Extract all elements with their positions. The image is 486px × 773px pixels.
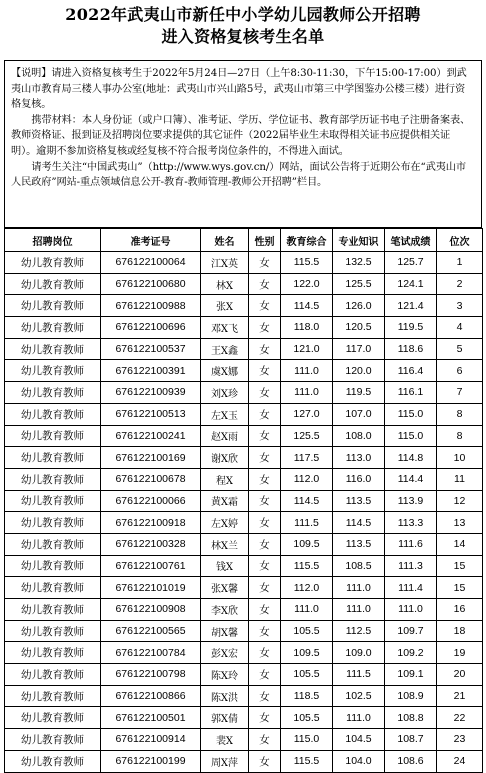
- cell-ticket-number: 676122100680: [101, 273, 201, 295]
- cell-ticket-number: 676122100169: [101, 447, 201, 469]
- cell-rank: 15: [437, 577, 483, 599]
- table-row: [5, 490, 483, 512]
- cell-professional-score: 102.5: [333, 685, 385, 707]
- cell-rank: 20: [437, 664, 483, 686]
- cell-professional-score: 113.0: [333, 447, 385, 469]
- cell-education-score: 112.0: [281, 577, 333, 599]
- title-block: [4, 0, 482, 60]
- cell-post: 幼儿教育教师: [5, 425, 101, 447]
- cell-post: 幼儿教育教师: [5, 750, 101, 772]
- cell-rank: 13: [437, 512, 483, 534]
- cell-gender: 女: [249, 685, 281, 707]
- cell-written-score: 109.1: [385, 664, 437, 686]
- cell-post: 幼儿教育教师: [5, 707, 101, 729]
- cell-education-score: 114.5: [281, 490, 333, 512]
- cell-ticket-number: 676122100064: [101, 252, 201, 274]
- cell-rank: 24: [437, 750, 483, 772]
- cell-name: 李X欣: [201, 599, 249, 621]
- cell-name: 林X: [201, 273, 249, 295]
- cell-rank: 2: [437, 273, 483, 295]
- cell-rank: 5: [437, 338, 483, 360]
- cell-professional-score: 126.0: [333, 295, 385, 317]
- cell-written-score: 121.4: [385, 295, 437, 317]
- cell-gender: 女: [249, 295, 281, 317]
- cell-education-score: 111.0: [281, 599, 333, 621]
- cell-name: 陈X洪: [201, 685, 249, 707]
- cell-rank: 8: [437, 403, 483, 425]
- cell-rank: 21: [437, 685, 483, 707]
- cell-ticket-number: 676122100513: [101, 403, 201, 425]
- table-row: [5, 403, 483, 425]
- table-row: [5, 707, 483, 729]
- header-professional-score: 专业知识: [333, 229, 385, 252]
- cell-gender: 女: [249, 577, 281, 599]
- cell-professional-score: 111.0: [333, 707, 385, 729]
- cell-gender: 女: [249, 620, 281, 642]
- table-row: [5, 599, 483, 621]
- cell-professional-score: 111.0: [333, 599, 385, 621]
- cell-rank: 15: [437, 555, 483, 577]
- cell-gender: 女: [249, 338, 281, 360]
- cell-education-score: 115.5: [281, 252, 333, 274]
- cell-ticket-number: 676122100761: [101, 555, 201, 577]
- cell-post: 幼儿教育教师: [5, 468, 101, 490]
- cell-name: 郭X倩: [201, 707, 249, 729]
- cell-education-score: 109.5: [281, 533, 333, 555]
- cell-gender: 女: [249, 382, 281, 404]
- table-row: [5, 577, 483, 599]
- cell-education-score: 127.0: [281, 403, 333, 425]
- cell-post: 幼儿教育教师: [5, 533, 101, 555]
- cell-post: 幼儿教育教师: [5, 447, 101, 469]
- cell-professional-score: 120.0: [333, 360, 385, 382]
- header-education-score: 教育综合: [281, 229, 333, 252]
- cell-written-score: 124.1: [385, 273, 437, 295]
- cell-professional-score: 113.5: [333, 490, 385, 512]
- notice-box: [4, 60, 482, 228]
- cell-gender: 女: [249, 403, 281, 425]
- cell-ticket-number: 676122100501: [101, 707, 201, 729]
- cell-education-score: 111.0: [281, 360, 333, 382]
- header-gender: 性别: [249, 229, 281, 252]
- cell-rank: 1: [437, 252, 483, 274]
- cell-post: 幼儿教育教师: [5, 685, 101, 707]
- table-row: [5, 360, 483, 382]
- cell-professional-score: 108.0: [333, 425, 385, 447]
- cell-name: 钱X: [201, 555, 249, 577]
- cell-gender: 女: [249, 273, 281, 295]
- cell-ticket-number: 676122101019: [101, 577, 201, 599]
- cell-gender: 女: [249, 555, 281, 577]
- table-row: [5, 533, 483, 555]
- cell-written-score: 115.0: [385, 403, 437, 425]
- cell-ticket-number: 676122100066: [101, 490, 201, 512]
- cell-written-score: 109.7: [385, 620, 437, 642]
- cell-name: 邓X飞: [201, 317, 249, 339]
- table-row: [5, 447, 483, 469]
- cell-gender: 女: [249, 707, 281, 729]
- cell-gender: 女: [249, 360, 281, 382]
- cell-ticket-number: 676122100939: [101, 382, 201, 404]
- cell-name: 程X: [201, 468, 249, 490]
- cell-rank: 11: [437, 468, 483, 490]
- header-name: 姓名: [201, 229, 249, 252]
- cell-ticket-number: 676122100866: [101, 685, 201, 707]
- cell-name: 谢X欣: [201, 447, 249, 469]
- cell-rank: 8: [437, 425, 483, 447]
- cell-rank: 3: [437, 295, 483, 317]
- cell-post: 幼儿教育教师: [5, 338, 101, 360]
- cell-name: 裴X: [201, 729, 249, 751]
- cell-written-score: 115.0: [385, 425, 437, 447]
- cell-professional-score: 116.0: [333, 468, 385, 490]
- cell-gender: 女: [249, 468, 281, 490]
- cell-professional-score: 111.0: [333, 577, 385, 599]
- cell-written-score: 109.2: [385, 642, 437, 664]
- cell-name: 周X萍: [201, 750, 249, 772]
- cell-education-score: 111.5: [281, 512, 333, 534]
- cell-name: 左X婷: [201, 512, 249, 534]
- cell-education-score: 114.5: [281, 295, 333, 317]
- table-row: [5, 273, 483, 295]
- candidate-table: [4, 228, 483, 773]
- cell-rank: 19: [437, 642, 483, 664]
- cell-education-score: 105.5: [281, 664, 333, 686]
- cell-rank: 18: [437, 620, 483, 642]
- cell-written-score: 111.6: [385, 533, 437, 555]
- table-row: [5, 425, 483, 447]
- cell-name: 刘X珍: [201, 382, 249, 404]
- cell-education-score: 117.5: [281, 447, 333, 469]
- notice-paragraph-2: 携带材料：本人身份证（或户口簿）、准考证、学历、学位证书、教育部学历证书电子注册备案表、教师资格证、报到证及招聘岗位要求提供的其它证件（2022届毕业生未取得相关证书应提供相关证明）。逾期不参加资格复核或经复核不符合报考岗位条件的，不得进入面试。: [11, 114, 471, 157]
- cell-professional-score: 119.5: [333, 382, 385, 404]
- cell-education-score: 122.0: [281, 273, 333, 295]
- cell-name: 江X英: [201, 252, 249, 274]
- title-line-2: 进入资格复核考生名单: [161, 27, 325, 46]
- cell-written-score: 119.5: [385, 317, 437, 339]
- cell-name: 张X馨: [201, 577, 249, 599]
- cell-professional-score: 109.0: [333, 642, 385, 664]
- cell-ticket-number: 676122100391: [101, 360, 201, 382]
- cell-education-score: 118.5: [281, 685, 333, 707]
- cell-ticket-number: 676122100914: [101, 729, 201, 751]
- cell-rank: 4: [437, 317, 483, 339]
- table-row: [5, 382, 483, 404]
- cell-rank: 10: [437, 447, 483, 469]
- table-row: [5, 620, 483, 642]
- table-row: [5, 512, 483, 534]
- cell-professional-score: 132.5: [333, 252, 385, 274]
- table-row: [5, 317, 483, 339]
- cell-gender: 女: [249, 599, 281, 621]
- cell-name: 林X兰: [201, 533, 249, 555]
- cell-rank: 23: [437, 729, 483, 751]
- cell-gender: 女: [249, 512, 281, 534]
- cell-professional-score: 113.5: [333, 533, 385, 555]
- cell-ticket-number: 676122100918: [101, 512, 201, 534]
- header-written-score: 笔试成绩: [385, 229, 437, 252]
- cell-professional-score: 112.5: [333, 620, 385, 642]
- cell-professional-score: 107.0: [333, 403, 385, 425]
- cell-written-score: 108.9: [385, 685, 437, 707]
- cell-ticket-number: 676122100784: [101, 642, 201, 664]
- cell-gender: 女: [249, 447, 281, 469]
- notice-paragraph-3: 请考生关注“中国武夷山”（http://www.wys.gov.cn/）网站，面试公告将于近期公布在“武夷山市人民政府”网站-重点领域信息公开-教育-教师管理-教师公开招聘”栏目。: [11, 161, 466, 189]
- cell-post: 幼儿教育教师: [5, 360, 101, 382]
- cell-written-score: 113.9: [385, 490, 437, 512]
- cell-written-score: 116.4: [385, 360, 437, 382]
- cell-education-score: 105.5: [281, 707, 333, 729]
- cell-name: 虞X娜: [201, 360, 249, 382]
- cell-education-score: 115.5: [281, 555, 333, 577]
- cell-education-score: 112.0: [281, 468, 333, 490]
- cell-post: 幼儿教育教师: [5, 664, 101, 686]
- cell-gender: 女: [249, 729, 281, 751]
- cell-name: 张X: [201, 295, 249, 317]
- cell-gender: 女: [249, 642, 281, 664]
- cell-rank: 12: [437, 490, 483, 512]
- title-line-1: 2022年武夷山市新任中小学幼儿园教师公开招聘: [65, 5, 421, 24]
- cell-rank: 7: [437, 382, 483, 404]
- cell-post: 幼儿教育教师: [5, 620, 101, 642]
- table-body: [5, 252, 483, 773]
- cell-rank: 22: [437, 707, 483, 729]
- cell-written-score: 114.8: [385, 447, 437, 469]
- cell-professional-score: 120.5: [333, 317, 385, 339]
- cell-written-score: 111.4: [385, 577, 437, 599]
- header-post: 招聘岗位: [5, 229, 101, 252]
- cell-post: 幼儿教育教师: [5, 403, 101, 425]
- cell-education-score: 118.0: [281, 317, 333, 339]
- cell-written-score: 111.0: [385, 599, 437, 621]
- cell-education-score: 121.0: [281, 338, 333, 360]
- header-rank: 位次: [437, 229, 483, 252]
- cell-ticket-number: 676122100328: [101, 533, 201, 555]
- cell-written-score: 114.4: [385, 468, 437, 490]
- cell-written-score: 125.7: [385, 252, 437, 274]
- cell-post: 幼儿教育教师: [5, 512, 101, 534]
- cell-professional-score: 104.0: [333, 750, 385, 772]
- cell-ticket-number: 676122100798: [101, 664, 201, 686]
- table-row: [5, 685, 483, 707]
- cell-gender: 女: [249, 490, 281, 512]
- cell-name: 黄X霜: [201, 490, 249, 512]
- cell-written-score: 108.7: [385, 729, 437, 751]
- table-row: [5, 252, 483, 274]
- cell-written-score: 118.6: [385, 338, 437, 360]
- notice-paragraph-1: 【说明】请进入资格复核考生于2022年5月24日—27日（上午8:30-11:30，下午15:00-17:00）到武夷山市教育局三楼人事办公室(地址：武夷山市兴山路5号，武夷山市第三中学图鉴办公楼三楼）进行资格复核。: [11, 68, 467, 111]
- cell-ticket-number: 676122100908: [101, 599, 201, 621]
- cell-education-score: 105.5: [281, 620, 333, 642]
- cell-post: 幼儿教育教师: [5, 729, 101, 751]
- cell-name: 陈X玲: [201, 664, 249, 686]
- cell-post: 幼儿教育教师: [5, 490, 101, 512]
- cell-post: 幼儿教育教师: [5, 382, 101, 404]
- table-row: [5, 729, 483, 751]
- cell-written-score: 113.3: [385, 512, 437, 534]
- cell-rank: 14: [437, 533, 483, 555]
- cell-education-score: 115.5: [281, 750, 333, 772]
- cell-ticket-number: 676122100199: [101, 750, 201, 772]
- cell-ticket-number: 676122100537: [101, 338, 201, 360]
- cell-post: 幼儿教育教师: [5, 295, 101, 317]
- cell-rank: 6: [437, 360, 483, 382]
- header-ticket-number: 准考证号: [101, 229, 201, 252]
- cell-professional-score: 104.5: [333, 729, 385, 751]
- table-row: [5, 750, 483, 772]
- cell-gender: 女: [249, 425, 281, 447]
- cell-gender: 女: [249, 533, 281, 555]
- cell-ticket-number: 676122100678: [101, 468, 201, 490]
- cell-post: 幼儿教育教师: [5, 252, 101, 274]
- cell-written-score: 116.1: [385, 382, 437, 404]
- table-row: [5, 468, 483, 490]
- cell-education-score: 109.5: [281, 642, 333, 664]
- cell-professional-score: 125.5: [333, 273, 385, 295]
- cell-name: 左X玉: [201, 403, 249, 425]
- cell-professional-score: 114.5: [333, 512, 385, 534]
- cell-gender: 女: [249, 664, 281, 686]
- table-row: [5, 642, 483, 664]
- cell-name: 胡X馨: [201, 620, 249, 642]
- cell-professional-score: 111.5: [333, 664, 385, 686]
- cell-ticket-number: 676122100696: [101, 317, 201, 339]
- cell-name: 赵X雨: [201, 425, 249, 447]
- cell-gender: 女: [249, 252, 281, 274]
- cell-education-score: 115.0: [281, 729, 333, 751]
- cell-written-score: 108.6: [385, 750, 437, 772]
- cell-ticket-number: 676122100241: [101, 425, 201, 447]
- cell-rank: 16: [437, 599, 483, 621]
- cell-ticket-number: 676122100988: [101, 295, 201, 317]
- cell-written-score: 111.3: [385, 555, 437, 577]
- cell-name: 王X鑫: [201, 338, 249, 360]
- cell-written-score: 108.8: [385, 707, 437, 729]
- cell-education-score: 111.0: [281, 382, 333, 404]
- cell-post: 幼儿教育教师: [5, 317, 101, 339]
- cell-post: 幼儿教育教师: [5, 577, 101, 599]
- cell-professional-score: 108.5: [333, 555, 385, 577]
- table-row: [5, 664, 483, 686]
- table-row: [5, 338, 483, 360]
- table-header-row: [5, 229, 483, 252]
- cell-post: 幼儿教育教师: [5, 642, 101, 664]
- cell-post: 幼儿教育教师: [5, 273, 101, 295]
- cell-education-score: 125.5: [281, 425, 333, 447]
- cell-post: 幼儿教育教师: [5, 599, 101, 621]
- cell-ticket-number: 676122100565: [101, 620, 201, 642]
- cell-gender: 女: [249, 750, 281, 772]
- table-row: [5, 555, 483, 577]
- cell-post: 幼儿教育教师: [5, 555, 101, 577]
- cell-name: 彭X宏: [201, 642, 249, 664]
- cell-gender: 女: [249, 317, 281, 339]
- table-row: [5, 295, 483, 317]
- cell-professional-score: 117.0: [333, 338, 385, 360]
